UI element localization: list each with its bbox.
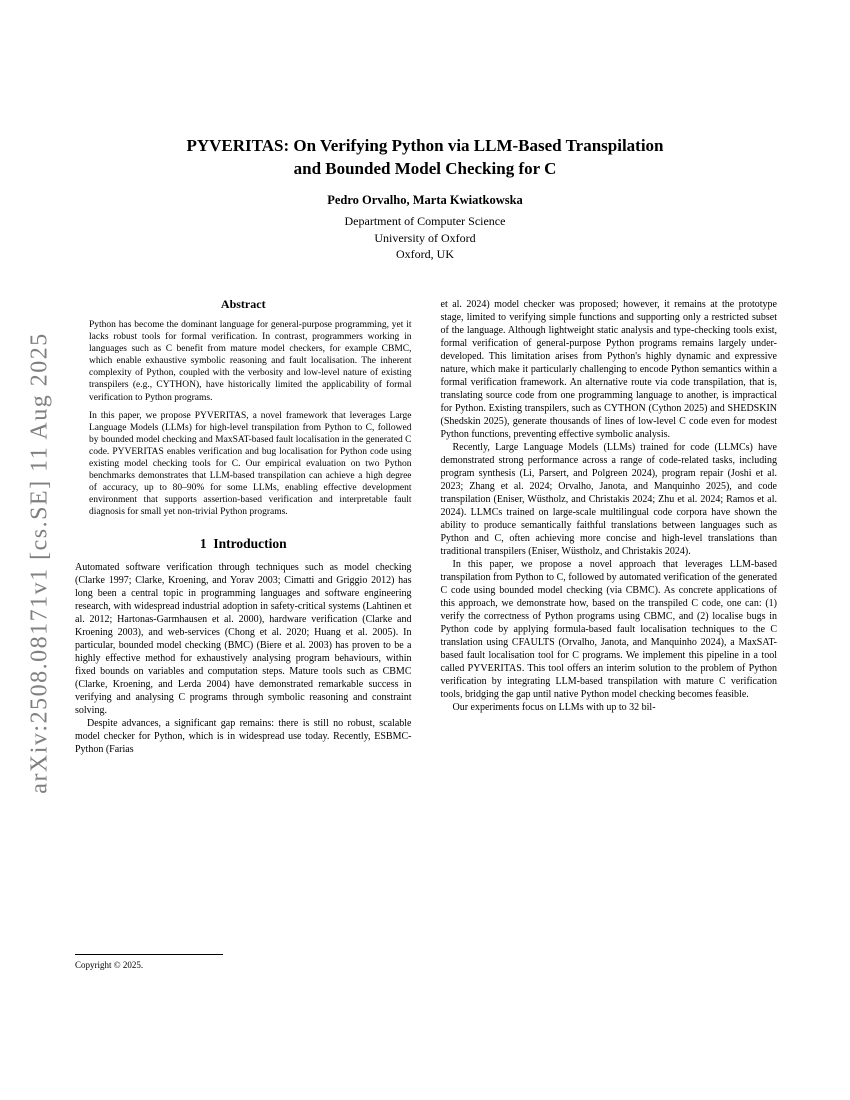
left-column — [75, 297, 412, 756]
body-paragraph: In this paper, we propose a novel approach that leverages LLM-based transpilation from Python to C, followed by automated verification of the generated C code using bounded model checking (via CBMC). As concrete applications of this approach, we demonstrate how, based on the transpiled C code, one can: (1) verify the correctness of Python programs using CBMC, and (2) localise bugs in Python code by applying formula-based fault localisation techniques to the C translation using CFAULTS (Orvalho, Janota, and Manquinho 2024), a MaxSAT-based fault localisation tool for C programs. We implement this pipeline in a tool called PYVERITAS. This tool offers an interim solution to the problem of Python verification by integrating LLM-based transpilation with mature C verification tools, bridging the gap until native Python model checking becomes feasible. — [440, 559, 777, 700]
title-block — [0, 134, 850, 263]
right-column-body — [441, 298, 778, 714]
authors: Pedro Orvalho, Marta Kwiatkowska — [327, 193, 523, 207]
right-column — [441, 297, 778, 756]
affiliation-location: Oxford, UK — [396, 247, 454, 261]
abstract-paragraph: Python has become the dominant language for general-purpose programming, yet it lacks robust tools for formal verification. In contrast, programmers working in languages such as C benefit from mature model checkers, for example CBMC, which enable exhaustive symbolic reasoning and fault localisation. The inherent complexity of Python, coupled with the verbosity and low-level nature of existing transpilers (e.g., CYTHON), have historically limited the applicability of formal verification to Python programs. — [89, 320, 412, 403]
body-paragraph: Automated software verification through techniques such as model checking (Clarke 1997; Clarke, Kroening, and Yorav 2003; Cimatti and Griggio 2012) has long been a central topic in programming languages and software engineering research, with widespread industrial adoption in safety-critical systems (Lahtinen et al. 2012; Hartonas-Garmhausen et al. 2000), hardware verification (Clarke and Kroening 2003), and web-services (Chong et al. 2020; Huang et al. 2005). In particular, bounded model checking (BMC) (Biere et al. 2003) has proven to be a highly effective method for exhaustively analysing program behaviours, within fixed bounds on variables and computation steps. Mature tools such as CBMC (Clarke, Kroening, and Lerda 2004) have demonstrated remarkable success in verifying and analysing C programs through symbolic reasoning and constraint solving. — [75, 561, 412, 716]
affiliation-university: University of Oxford — [374, 230, 476, 245]
body-paragraph: et al. 2024) model checker was proposed; however, it remains at the prototype stage, limited to verifying simple functions and supporting only a restricted subset of the language. Although lightweight static analysis and type-checking tools exist, formal verification of general-purpose Python programs remains largely under-developed. This limitation arises from Python's highly dynamic and expressive nature, which make it particularly challenging to encode Python semantics within a formal verification framework. An alternative route via code transpilation, that is, translating source code from one programming language to another, is impractical for Python. Existing transpilers, such as CYTHON (Cython 2025) and SHEDSKIN (Shedskin 2025), generate thousands of lines of low-level C code even for modest Python functions, preventing effective symbolic analysis. — [440, 299, 777, 440]
two-column-body — [75, 297, 777, 756]
body-paragraph: Our experiments focus on LLMs with up to 32 bil- — [452, 702, 656, 713]
arxiv-watermark: arXiv:2508.08171v1 [cs.SE] 11 Aug 2025 — [26, 332, 53, 794]
copyright-notice: Copyright © 2025. — [75, 960, 144, 970]
affiliation — [0, 213, 850, 263]
paper-title — [0, 134, 850, 180]
body-paragraph: Recently, Large Language Models (LLMs) trained for code (LLMCs) have demonstrated strong performance across a range of code-related tasks, including program synthesis (Li, Parsert, and Polgreen 2024), program repair (Joshi et al. 2023; Zhang et al. 2024; Orvalho, Janota, and Manquinho 2025), and code transpilation (Eniser, Wüstholz, and Christakis 2024; Zhu et al. 2024; Ramos et al. 2024). LLMCs trained on large-scale multilingual code corpora have shown the ability to produce semantically faithful translations between languages such as Python and C, often achieving more concise and high-level translations than traditional transpilers (Eniser, Wüstholz, and Christakis 2024). — [440, 442, 777, 557]
paper-title-line-1: PYVERITAS: On Verifying Python via LLM-Based Transpilation — [186, 136, 664, 155]
abstract-heading: Abstract — [220, 297, 266, 311]
footnote-divider — [75, 954, 223, 955]
abstract-paragraph: In this paper, we propose PYVERITAS, a novel framework that leverages Large Language Models (LLMs) for high-level transpilation from Python to C, followed by bounded model checking and MaxSAT-based fault localisation in the generated C code. PYVERITAS enables verification and bug localisation for Python code using existing model checking tools for C. Our empirical evaluation on two Python benchmarks demonstrates that LLM-based transpilation can achieve a high degree of accuracy, up to 80–90% for some LLMs, enabling effective development environment that supports assertion-based verification and interpretable fault diagnosis for small yet non-trivial Python programs. — [89, 410, 412, 518]
body-paragraph: Despite advances, a significant gap remains: there is still no robust, scalable model checker for Python, which is in widespread use today. Recently, ESBMC-Python (Farias — [75, 717, 412, 755]
section-heading-introduction: 1 Introduction — [199, 535, 287, 551]
introduction-body — [75, 561, 412, 756]
paper-title-line-2: and Bounded Model Checking for C — [293, 159, 557, 178]
abstract-body — [75, 319, 412, 519]
affiliation-department: Department of Computer Science — [344, 214, 506, 228]
